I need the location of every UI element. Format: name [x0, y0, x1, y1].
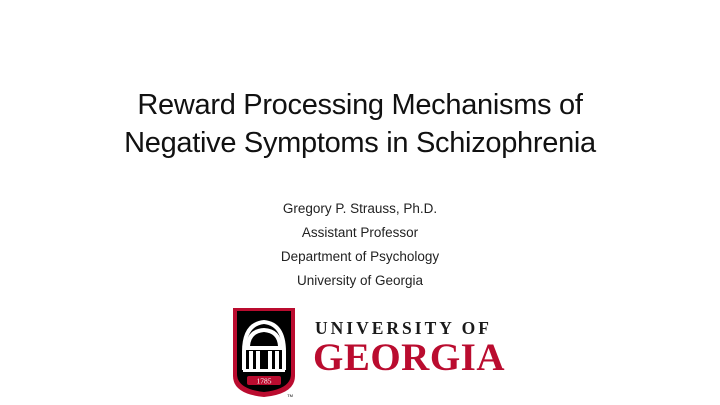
author-university: University of Georgia — [296, 273, 424, 288]
title-line-2: Negative Symptoms in Schizophrenia — [124, 127, 596, 159]
uga-logo — [231, 306, 506, 398]
author-position: Assistant Professor — [301, 225, 419, 240]
slide-subtitle — [0, 197, 720, 293]
author-name: Gregory P. Strauss, Ph.D. — [282, 201, 438, 216]
wordmark-university-of: UNIVERSITY OF — [315, 318, 492, 338]
trademark-mark: TM — [287, 393, 293, 398]
slide-title — [0, 86, 720, 162]
arch-seal-icon — [231, 306, 297, 398]
author-department: Department of Psychology — [280, 249, 440, 264]
title-line-1: Reward Processing Mechanisms of — [137, 89, 583, 121]
wordmark-georgia: GEORGIA — [313, 336, 506, 379]
seal-year: 1785 — [256, 376, 272, 386]
